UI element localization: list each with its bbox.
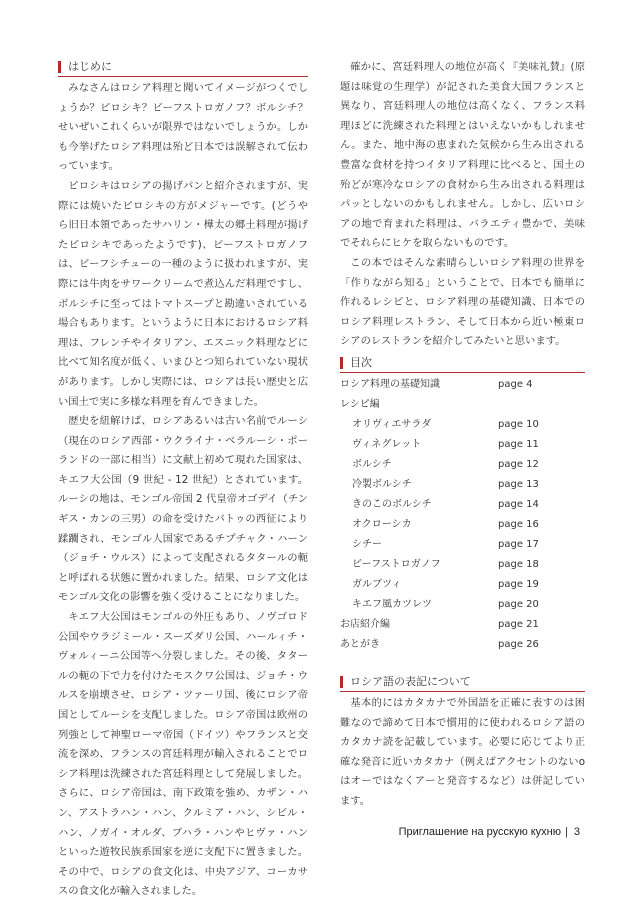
page-number: 3 <box>573 826 580 838</box>
toc-item[interactable] <box>340 615 585 635</box>
toc-item-title: きのこのボルシチ <box>352 498 432 510</box>
toc-item-title: オクローシカ <box>352 518 412 530</box>
book-title: Приглашение на русскую кухню <box>398 826 562 838</box>
toc-item-title: 冷製ボルシチ <box>352 478 412 490</box>
toc-item-page: page 4 <box>498 378 533 390</box>
toc-heading: 目次 <box>340 354 585 373</box>
table-of-contents <box>340 375 585 655</box>
toc-item[interactable] <box>340 455 585 475</box>
toc-item[interactable] <box>340 395 585 415</box>
toc-item-page: page 26 <box>498 638 539 650</box>
left-column <box>58 58 308 902</box>
toc-item-title: オリヴィエサラダ <box>352 418 432 430</box>
toc-item-page: page 17 <box>498 538 539 550</box>
toc-item[interactable] <box>340 475 585 495</box>
toc-item-page: page 14 <box>498 498 539 510</box>
toc-item[interactable] <box>340 595 585 615</box>
toc-item-title: シチー <box>352 538 382 550</box>
intro-paragraph: みなさんはロシア料理と聞いてイメージがつくでしょうか？ピロシキ？ビーフストロガノフ？ボルシチ？せいぜいこれくらいが限界ではないでしょうか。しかも今挙げたロシア料理は殆ど日本では誤解されて伝わっています。 <box>58 82 308 173</box>
intro-paragraph: ピロシキはロシアの揚げパンと紹介されますが、実際には焼いたピロシキの方がメジャーです。(どうやら旧日本領であったサハリン・樺太の郷土料理が揚げたピロシキであったようです)、ビーフストロガノフは、ビーフシチューの一種のように扱われますが、実際には牛肉をサワークリームで煮込んだ料理ですし、ボルシチに至ってはトマトスープと勘違いされている場合もあります。というように日本におけるロシア料理は、フレンチやイタリアン、エスニック料理などに比べて知名度が低く、いまひとつ知られていない現状があります。しかし実際には、ロシアは長い歴史と広い国土で実に多様な料理を育んできました。 <box>58 179 308 408</box>
toc-item-title: あとがき <box>340 638 380 650</box>
toc-item-page: page 19 <box>498 578 539 590</box>
toc-item-page: page 20 <box>498 598 539 610</box>
toc-item-title: ヴィネグレット <box>352 438 422 450</box>
footer-separator: | <box>565 826 568 838</box>
intro-paragraph: この本ではそんな素晴らしいロシア料理の世界を「作りながら知る」ということで、日本でも簡単に作れるレシピと、ロシア料理の基礎知識、日本でのロシア料理レストラン、そして日本から近い極東ロシアのレストランを紹介してみたいと思います。 <box>340 256 585 348</box>
toc-item-page: page 11 <box>498 438 539 450</box>
right-column <box>340 58 585 811</box>
intro-paragraph: キエフ大公国はモンゴルの外圧もあり、ノヴゴロド公国やウラジミール・スーズダリ公国、ハールィチ・ヴォルィーニ公国等へ分裂しました。その後、タタールの軛の下で力を付けたモスクワ公国は、ジョチ・ウルスを崩壊させ、ロシア・ツァーリ国、後にロシア帝国としてルーシを支配しました。ロシア帝国は欧州の列強として神聖ローマ帝国（ドイツ）やフランスと交流を深め、フランスの宮廷料理が輸入されることでロシア料理は洗練された宮廷料理として発展しました。さらに、ロシア帝国は、南下政策を強め、カザン・ハン、アストラハン・ハン、クルミア・ハン、シビル・ハン、ノガイ・オルダ、ブハラ・ハンやヒヴァ・ハンといった遊牧民族系国家を逆に支配下に置きました。その中で、ロシアの食文化は、中央アジア、コーカサスの食文化が輸入されました。 <box>58 611 308 898</box>
toc-item[interactable] <box>340 535 585 555</box>
toc-item-title: ボルシチ <box>352 458 392 470</box>
intro-paragraph: 確かに、宮廷料理人の地位が高く『美味礼賛』(原題は味覚の生理学）が記された美食大国フランスと異なり、宮廷料理人の地位は高くなく、フランス料理ほどに洗練された料理とはいえないかもしれません。また、地中海の恵まれた気候から生み出される豊富な食材を持つイタリア料理に比べると、国土の殆どが寒冷なロシアの食材から生み出される料理はパッとしないのかもしれません。しかし、広いロシアの地で育まれた料理は、バラエティ豊かで、美味でそれらにヒケを取らないものです。 <box>340 61 585 250</box>
intro-paragraph: 歴史を紐解けば、ロシアあるいは古い名前でルーシ（現在のロシア西部・ウクライナ・ベラルーシ・ポーランドの一部に相当）に文献上初めて現れた国家は、キエフ大公国（9 世紀 - 12 世紀）とされています。ルーシの地は、モンゴル帝国 2 代皇帝オゴデイ（チンギス・カンの三男）の命を受けたバトゥの西征により蹂躙され、モンゴル人国家であるチプチャク・ハーン（ジョチ・ウルス）によって支配されるタタールの軛と呼ばれる状態に置かれました。結果、ロシア文化はモンゴル文化の影響を強く受けることになりました。 <box>58 415 308 604</box>
toc-item[interactable] <box>340 495 585 515</box>
toc-item-page: page 16 <box>498 518 539 530</box>
toc-item[interactable] <box>340 375 585 395</box>
toc-item[interactable] <box>340 515 585 535</box>
intro-heading: はじめに <box>58 58 308 77</box>
toc-item-page: page 18 <box>498 558 539 570</box>
toc-item[interactable] <box>340 435 585 455</box>
toc-item-page: page 21 <box>498 618 539 630</box>
toc-item[interactable] <box>340 555 585 575</box>
toc-item[interactable] <box>340 575 585 595</box>
toc-item-page: page 10 <box>498 418 539 430</box>
toc-item-title: ビーフストロガノフ <box>352 558 441 570</box>
toc-item[interactable] <box>340 415 585 435</box>
toc-item-title: キエフ風カツレツ <box>352 598 432 610</box>
toc-item-title: ガルブツィ <box>352 578 402 590</box>
toc-item[interactable] <box>340 635 585 655</box>
page-footer <box>399 826 580 838</box>
toc-item-page: page 12 <box>498 458 539 470</box>
toc-item-page: page 13 <box>498 478 539 490</box>
toc-item-title: ロシア料理の基礎知識 <box>340 378 440 390</box>
toc-item-title: レシピ編 <box>340 398 380 410</box>
notation-heading: ロシア語の表記について <box>340 673 585 692</box>
notation-paragraph: 基本的にはカタカナで外国語を正確に表すのは困難なので諦めて日本で慣用的に使われるロシア語のカタカナ読を記載しています。必要に応じてより正確な発音に近いカタカナ（例えばアクセントのないo はオーではなくアーと発音するなど）は併記しています。 <box>340 696 585 807</box>
toc-item-title: お店紹介編 <box>340 618 390 630</box>
